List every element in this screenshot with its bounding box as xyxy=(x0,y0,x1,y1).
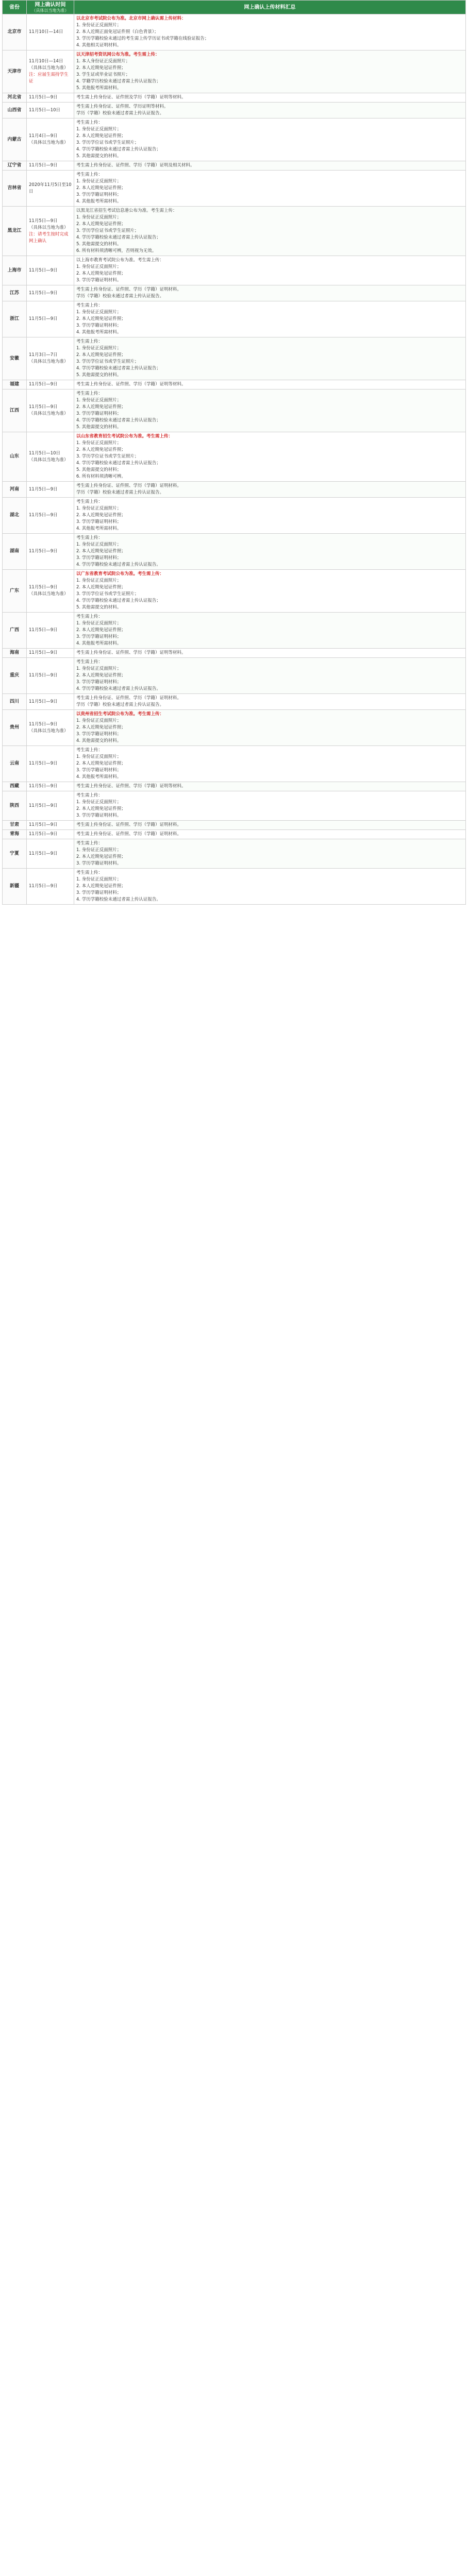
province-cell: 浙江 xyxy=(3,301,27,337)
time-line: 11月5日—9日 xyxy=(29,95,58,100)
requirement-line: 3. 学历学籍证明材料； xyxy=(76,323,122,328)
requirement-line: 1. 身份证正反面照片； xyxy=(76,666,122,671)
requirement-line: 3. 学历学籍证明材料； xyxy=(76,411,122,416)
time-cell xyxy=(27,432,74,482)
time-line: 11月5日—9日 xyxy=(29,803,58,808)
time-cell xyxy=(27,791,74,821)
time-cell xyxy=(27,256,74,285)
requirement-line: 考生需上传： xyxy=(76,339,103,344)
requirement-line: 6. 所有材料须清晰可辨，否则视为无效。 xyxy=(76,248,157,253)
requirement-line: 以贵州省招生考试院公布为准。考生需上传： xyxy=(76,711,164,717)
requirement-line: 3. 学历学籍证明材料； xyxy=(76,768,122,773)
time-cell xyxy=(27,570,74,613)
time-line: 2020年11月5日至10日 xyxy=(29,182,72,194)
requirement-line: 3. 学历学籍证明材料； xyxy=(76,519,122,524)
time-line: （具体以当地为准） xyxy=(29,140,69,145)
time-line: 11月5日—9日 xyxy=(29,218,58,224)
requirement-line: 3. 学历学籍证明材料； xyxy=(76,555,122,561)
table-row xyxy=(3,14,466,50)
requirement-line: 考生需上传身份证、证件照及学历（学籍）证明等材料。 xyxy=(76,95,186,100)
time-line: （具体以当地为准） xyxy=(29,591,69,597)
requirement-line: 以北京市考试院公布为准。北京市网上确认需上传材料： xyxy=(76,16,186,21)
time-line: 11月5日—9日 xyxy=(29,721,58,727)
province-cell: 天津市 xyxy=(3,50,27,93)
requirement-cell xyxy=(74,534,466,570)
requirement-line: 4. 学历学籍校验未通过者需上传认证报告。 xyxy=(76,562,161,567)
requirement-line: 考生需上传： xyxy=(76,499,103,504)
requirement-cell xyxy=(74,389,466,432)
time-line: （具体以当地为准） xyxy=(29,457,69,463)
requirement-line: 4. 学历学籍校验未通过者需上传认证报告； xyxy=(76,461,161,466)
requirement-line: 考生需上传： xyxy=(76,303,103,308)
province-cell: 四川 xyxy=(3,694,27,710)
requirement-cell xyxy=(74,498,466,534)
requirement-line: 以山东省教育招生考试院公布为准。考生需上传： xyxy=(76,434,173,439)
time-line: 11月5日—9日 xyxy=(29,549,58,554)
requirement-cell xyxy=(74,103,466,118)
province-cell: 云南 xyxy=(3,746,27,782)
page xyxy=(2,0,466,905)
requirement-line: 考生需上传： xyxy=(76,748,103,753)
requirement-line: 考生需上传： xyxy=(76,120,103,125)
requirement-cell xyxy=(74,746,466,782)
province-cell: 海南 xyxy=(3,649,27,658)
time-cell xyxy=(27,613,74,649)
requirement-line: 1. 身份证正反面照片； xyxy=(76,754,122,759)
requirement-cell xyxy=(74,118,466,161)
time-line: 11月5日—9日 xyxy=(29,832,58,837)
requirement-line: 1. 身份证正反面照片； xyxy=(76,542,122,547)
confirmation-table xyxy=(2,0,466,905)
requirement-cell xyxy=(74,570,466,613)
table-row xyxy=(3,161,466,171)
province-cell: 宁夏 xyxy=(3,839,27,869)
time-line: 11月5日—9日 xyxy=(29,784,58,789)
time-line: 11月3日—7日 xyxy=(29,352,58,358)
requirement-line: 5. 其他需提交的材料； xyxy=(76,467,122,472)
table-row xyxy=(3,498,466,534)
time-line: 11月5日—9日 xyxy=(29,650,58,655)
requirement-line: 考生需上传： xyxy=(76,793,103,798)
requirement-line: 3. 学生证或毕业证书照片； xyxy=(76,72,130,77)
requirement-line: 考生需上传身份证、证件照、学历（学籍）证明材料。 xyxy=(76,696,182,701)
requirement-line: 4. 其他需提交的材料。 xyxy=(76,738,122,743)
requirement-line: 4. 其他报考所需材料。 xyxy=(76,774,122,779)
province-cell: 黑龙江 xyxy=(3,207,27,256)
table-row xyxy=(3,256,466,285)
time-line: 11月5日—9日 xyxy=(29,628,58,633)
requirement-line: 以广东省教育考试院公布为准。考生需上传： xyxy=(76,571,164,577)
time-line: 11月5日—9日 xyxy=(29,585,58,590)
time-cell xyxy=(27,534,74,570)
header-province: 省份 xyxy=(3,1,27,14)
province-cell: 重庆 xyxy=(3,658,27,694)
requirement-line: 考生需上传身份证、证件照、学历（学籍）证明及相关材料。 xyxy=(76,163,195,168)
table-row xyxy=(3,171,466,207)
time-line: 11月5日—9日 xyxy=(29,822,58,827)
requirement-line: 1. 身份证正反面照片； xyxy=(76,440,122,446)
requirement-line: 1. 身份证正反面照片； xyxy=(76,877,122,882)
requirement-line: 2. 本人近期免冠证件照； xyxy=(76,316,126,321)
requirement-line: 1. 身份证正反面照片； xyxy=(76,718,122,723)
requirement-line: 考生需上传身份证、证件照、学历证明等材料。 xyxy=(76,104,169,109)
requirement-line: 考生需上传身份证、证件照、学历（学籍）证明材料。 xyxy=(76,287,182,292)
requirement-line: 2. 本人近期正面免冠证件照（白色背景）； xyxy=(76,29,159,35)
province-cell: 山东 xyxy=(3,432,27,482)
requirement-line: 2. 本人近期免冠证件照； xyxy=(76,404,126,410)
requirement-line: 以天津招考资讯网公布为准。考生需上传： xyxy=(76,52,160,57)
table-row xyxy=(3,118,466,161)
requirement-line: 2. 本人近期免冠证件照； xyxy=(76,585,126,590)
time-line: （具体以当地为准） xyxy=(29,65,69,71)
requirement-line: 5. 其他需提交的材料。 xyxy=(76,242,122,247)
requirement-line: 3. 学历学籍校验未通过的考生需上传学历证书或学籍在线验证报告； xyxy=(76,36,209,41)
requirement-line: 4. 其他报考所需材料。 xyxy=(76,526,122,531)
province-cell: 安徽 xyxy=(3,337,27,380)
time-cell xyxy=(27,498,74,534)
requirement-line: 考生需上传： xyxy=(76,870,103,875)
requirement-cell xyxy=(74,256,466,285)
requirement-line: 4. 学籍学历校验未通过者需上传认证报告； xyxy=(76,79,161,84)
time-line: 注：请考生按时完成网上确认 xyxy=(29,231,69,244)
requirement-line: 4. 其他报考所需材料。 xyxy=(76,641,122,646)
requirement-line: 1. 身份证正反面照片； xyxy=(76,23,122,28)
requirement-line: 考生需上传： xyxy=(76,535,103,540)
requirement-line: 4. 学历学籍校验未通过者需上传认证报告； xyxy=(76,147,161,152)
requirement-line: 以上海市教育考试院公布为准。考生需上传： xyxy=(76,258,164,263)
table-row xyxy=(3,285,466,301)
province-cell: 新疆 xyxy=(3,869,27,905)
requirement-line: 3. 学历学籍证明材料； xyxy=(76,634,122,639)
requirement-cell xyxy=(74,869,466,905)
requirement-line: 1. 身份证正反面照片； xyxy=(76,506,122,511)
time-cell xyxy=(27,118,74,161)
requirement-line: 2. 本人近期免冠证件照； xyxy=(76,271,126,276)
requirement-line: 2. 本人近期免冠证件照； xyxy=(76,725,126,730)
time-cell xyxy=(27,821,74,830)
requirement-line: 2. 本人近期免冠证件照； xyxy=(76,761,126,766)
table-row xyxy=(3,869,466,905)
requirement-line: 3. 学历学位证书或学生证照片； xyxy=(76,591,139,597)
time-line: 11月5日—10日 xyxy=(29,107,61,113)
time-cell xyxy=(27,658,74,694)
time-line: 11月5日—9日 xyxy=(29,267,58,273)
requirement-line: 3. 学历学位证书或学生证照片； xyxy=(76,140,139,145)
province-cell: 辽宁省 xyxy=(3,161,27,171)
requirement-line: 2. 本人近期免冠证件照； xyxy=(76,222,126,227)
province-cell: 西藏 xyxy=(3,782,27,791)
time-line: 11月5日—9日 xyxy=(29,673,58,678)
table-row xyxy=(3,482,466,498)
requirement-line: 6. 所有材料须清晰可辨。 xyxy=(76,474,126,479)
requirement-line: 考生需上传身份证、证件照、学历（学籍）证明材料。 xyxy=(76,483,182,488)
time-line: （具体以当地为准） xyxy=(29,728,69,734)
table-row xyxy=(3,301,466,337)
requirement-line: 考生需上传： xyxy=(76,172,103,177)
province-cell: 陕西 xyxy=(3,791,27,821)
requirement-line: 考生需上传身份证、证件照、学历（学籍）证明材料。 xyxy=(76,822,182,827)
requirement-line: 3. 学历学位证书或学生证照片； xyxy=(76,454,139,459)
province-cell: 广东 xyxy=(3,570,27,613)
requirement-cell xyxy=(74,14,466,50)
requirement-line: 5. 其他需提交的材料。 xyxy=(76,372,122,378)
requirement-line: 2. 本人近期免冠证件照； xyxy=(76,447,126,452)
time-cell xyxy=(27,207,74,256)
table-row xyxy=(3,710,466,746)
requirement-cell xyxy=(74,658,466,694)
table-body xyxy=(3,14,466,905)
time-line: 11月5日—9日 xyxy=(29,851,58,856)
requirement-line: 3. 学历学籍证明材料； xyxy=(76,680,122,685)
time-line: 11月5日—9日 xyxy=(29,290,58,296)
requirement-line: 2. 本人近期免冠证件照； xyxy=(76,352,126,358)
requirement-line: 3. 学历学籍证明材料。 xyxy=(76,861,122,866)
requirement-line: 1. 身份证正反面照片； xyxy=(76,215,122,220)
requirement-line: 4. 学历学籍校验未通过者需上传认证报告； xyxy=(76,366,161,371)
time-cell xyxy=(27,171,74,207)
time-cell xyxy=(27,93,74,103)
requirement-cell xyxy=(74,791,466,821)
province-cell: 福建 xyxy=(3,380,27,389)
time-line: 11月5日—9日 xyxy=(29,513,58,518)
requirement-cell xyxy=(74,839,466,869)
requirement-line: 2. 本人近期免冠证件照； xyxy=(76,673,126,678)
requirement-line: 3. 学历学籍证明材料； xyxy=(76,732,122,737)
requirement-line: 考生需上传身份证、证件照、学历（学籍）证明材料。 xyxy=(76,832,182,837)
requirement-line: 1. 身份证正反面照片； xyxy=(76,179,122,184)
requirement-line: 3. 学历学籍证明材料。 xyxy=(76,813,122,818)
time-line: 注：应届生需持学生证 xyxy=(29,72,69,84)
province-cell: 河北省 xyxy=(3,93,27,103)
time-cell xyxy=(27,301,74,337)
requirement-cell xyxy=(74,821,466,830)
province-cell: 贵州 xyxy=(3,710,27,746)
requirement-cell xyxy=(74,301,466,337)
table-row xyxy=(3,782,466,791)
requirement-line: 2. 本人近期免冠证件照； xyxy=(76,185,126,191)
table-row xyxy=(3,839,466,869)
province-cell: 江苏 xyxy=(3,285,27,301)
time-cell xyxy=(27,285,74,301)
time-cell xyxy=(27,103,74,118)
requirement-line: 1. 身份证正反面照片； xyxy=(76,310,122,315)
requirement-line: 1. 身份证正反面照片； xyxy=(76,848,122,853)
requirement-line: 1. 身份证正反面照片； xyxy=(76,264,122,269)
table-row xyxy=(3,570,466,613)
requirement-cell xyxy=(74,161,466,171)
requirement-line: 2. 本人近期免冠证件照； xyxy=(76,133,126,139)
requirement-cell xyxy=(74,337,466,380)
table-row xyxy=(3,103,466,118)
time-cell xyxy=(27,782,74,791)
time-line: 11月5日—9日 xyxy=(29,316,58,321)
time-line: 11月5日—9日 xyxy=(29,761,58,766)
requirement-line: 5. 其他需提交的材料。 xyxy=(76,605,122,610)
time-line: 11月4日—9日 xyxy=(29,133,58,139)
province-cell: 内蒙古 xyxy=(3,118,27,161)
time-line: 11月5日—9日 xyxy=(29,382,58,387)
table-header-row xyxy=(3,1,466,14)
time-line: 11月5日—9日 xyxy=(29,404,58,410)
province-cell: 北京市 xyxy=(3,14,27,50)
requirement-line: 考生需上传身份证、证件照、学历（学籍）证明等材料。 xyxy=(76,784,186,789)
province-cell: 吉林省 xyxy=(3,171,27,207)
requirement-line: 3. 学历学籍证明材料。 xyxy=(76,278,122,283)
requirement-line: 4. 其他报考所需材料。 xyxy=(76,330,122,335)
requirement-line: 1. 身份证正反面照片； xyxy=(76,800,122,805)
requirement-cell xyxy=(74,782,466,791)
requirement-line: 5. 其他报考所需材料。 xyxy=(76,86,122,91)
province-cell: 青海 xyxy=(3,830,27,839)
time-line: 11月5日—9日 xyxy=(29,486,58,492)
province-cell: 山西省 xyxy=(3,103,27,118)
requirement-cell xyxy=(74,285,466,301)
time-cell xyxy=(27,869,74,905)
time-cell xyxy=(27,50,74,93)
requirement-cell xyxy=(74,380,466,389)
table-row xyxy=(3,337,466,380)
requirement-line: 3. 学历学位证书或学生证照片； xyxy=(76,228,139,233)
province-cell: 上海市 xyxy=(3,256,27,285)
requirement-cell xyxy=(74,694,466,710)
requirement-line: 3. 学历学籍证明材料； xyxy=(76,192,122,197)
province-cell: 湖北 xyxy=(3,498,27,534)
table-row xyxy=(3,380,466,389)
requirement-line: 4. 其他相关证明材料。 xyxy=(76,43,122,48)
requirement-cell xyxy=(74,613,466,649)
province-cell: 广西 xyxy=(3,613,27,649)
table-row xyxy=(3,791,466,821)
table-row xyxy=(3,746,466,782)
time-line: 11月5日—10日 xyxy=(29,450,61,456)
requirement-line: 考生需上传身份证、证件照、学历（学籍）证明等材料。 xyxy=(76,650,186,655)
requirement-line: 2. 本人近期免冠证件照； xyxy=(76,513,126,518)
table-row xyxy=(3,432,466,482)
table-row xyxy=(3,93,466,103)
requirement-cell xyxy=(74,482,466,498)
requirement-line: 考生需上传身份证、证件照、学历（学籍）证明等材料。 xyxy=(76,382,186,387)
table-row xyxy=(3,658,466,694)
requirement-line: 3. 学历学位证书或学生证照片； xyxy=(76,359,139,364)
requirement-cell xyxy=(74,93,466,103)
requirement-cell xyxy=(74,207,466,256)
table-row xyxy=(3,613,466,649)
time-line: （具体以当地为准） xyxy=(29,359,69,364)
requirement-cell xyxy=(74,710,466,746)
requirement-line: 4. 学历学籍校验未通过者需上传认证报告； xyxy=(76,235,161,240)
time-line: （具体以当地为准） xyxy=(29,225,69,230)
table-row xyxy=(3,389,466,432)
time-cell xyxy=(27,830,74,839)
requirement-line: 2. 本人近期免冠证件照； xyxy=(76,854,126,859)
province-cell: 甘肃 xyxy=(3,821,27,830)
requirement-line: 2. 本人近期免冠证件照； xyxy=(76,65,126,71)
header-time-label: 网上确认时间 xyxy=(35,2,66,8)
time-line: 11月10日—14日 xyxy=(29,29,63,35)
time-cell xyxy=(27,161,74,171)
requirement-line: 考生需上传： xyxy=(76,659,103,665)
time-line: 11月5日—9日 xyxy=(29,884,58,889)
requirement-line: 4. 其他报考所需材料。 xyxy=(76,199,122,204)
header-time xyxy=(27,1,74,14)
requirement-line: 2. 本人近期免冠证件照； xyxy=(76,549,126,554)
time-line: 11月10日—14日 xyxy=(29,59,63,64)
requirement-cell xyxy=(74,432,466,482)
requirement-line: 5. 其他需提交的材料。 xyxy=(76,425,122,430)
requirement-line: 1. 身份证正反面照片； xyxy=(76,346,122,351)
time-line: 11月5日—9日 xyxy=(29,163,58,168)
requirement-line: 学历（学籍）校验未通过者需上传认证报告。 xyxy=(76,702,164,707)
time-cell xyxy=(27,839,74,869)
requirement-cell xyxy=(74,50,466,93)
table-row xyxy=(3,207,466,256)
time-line: 11月5日—9日 xyxy=(29,699,58,704)
time-line: （具体以当地为准） xyxy=(29,411,69,416)
table-row xyxy=(3,694,466,710)
requirement-line: 1. 身份证正反面照片； xyxy=(76,398,122,403)
requirement-line: 考生需上传： xyxy=(76,614,103,619)
requirement-line: 4. 学历学籍校验未通过者需上传认证报告。 xyxy=(76,686,161,691)
requirement-line: 4. 学历学籍校验未通过者需上传认证报告； xyxy=(76,598,161,603)
time-cell xyxy=(27,746,74,782)
requirement-line: 4. 学历学籍校验未通过者需上传认证报告。 xyxy=(76,897,161,902)
requirement-line: 学历（学籍）校验未通过者需上传认证报告。 xyxy=(76,294,164,299)
requirement-cell xyxy=(74,171,466,207)
requirement-cell xyxy=(74,649,466,658)
requirement-line: 2. 本人近期免冠证件照； xyxy=(76,884,126,889)
table-row xyxy=(3,649,466,658)
requirement-line: 学历（学籍）校验未通过者需上传认证报告。 xyxy=(76,490,164,495)
time-cell xyxy=(27,380,74,389)
time-cell xyxy=(27,337,74,380)
requirement-line: 以黑龙江省招生考试信息港公布为准。考生需上传： xyxy=(76,208,177,213)
requirement-line: 1. 身份证正反面照片； xyxy=(76,621,122,626)
time-cell xyxy=(27,389,74,432)
requirement-line: 1. 身份证正反面照片； xyxy=(76,578,122,583)
table-row xyxy=(3,821,466,830)
time-cell xyxy=(27,710,74,746)
province-cell: 河南 xyxy=(3,482,27,498)
requirement-line: 考生需上传： xyxy=(76,841,103,846)
requirement-cell xyxy=(74,830,466,839)
time-cell xyxy=(27,482,74,498)
header-time-sub: （具体以当地为准） xyxy=(31,8,69,13)
requirement-line: 5. 其他需提交的材料。 xyxy=(76,154,122,159)
requirement-line: 2. 本人近期免冠证件照； xyxy=(76,806,126,811)
province-cell: 江西 xyxy=(3,389,27,432)
requirement-line: 考生需上传： xyxy=(76,391,103,396)
header-requirement: 网上确认上传材料汇总 xyxy=(74,1,466,14)
requirement-line: 1. 身份证正反面照片； xyxy=(76,127,122,132)
requirement-line: 学历（学籍）校验未通过者需上传认证报告。 xyxy=(76,111,164,116)
time-cell xyxy=(27,14,74,50)
table-row xyxy=(3,534,466,570)
time-cell xyxy=(27,694,74,710)
table-row xyxy=(3,830,466,839)
requirement-line: 1. 本人身份证正反面照片； xyxy=(76,59,130,64)
requirement-line: 3. 学历学籍证明材料； xyxy=(76,890,122,895)
requirement-line: 2. 本人近期免冠证件照； xyxy=(76,628,126,633)
requirement-line: 4. 学历学籍校验未通过者需上传认证报告； xyxy=(76,418,161,423)
time-cell xyxy=(27,649,74,658)
table-row xyxy=(3,50,466,93)
province-cell: 湖南 xyxy=(3,534,27,570)
